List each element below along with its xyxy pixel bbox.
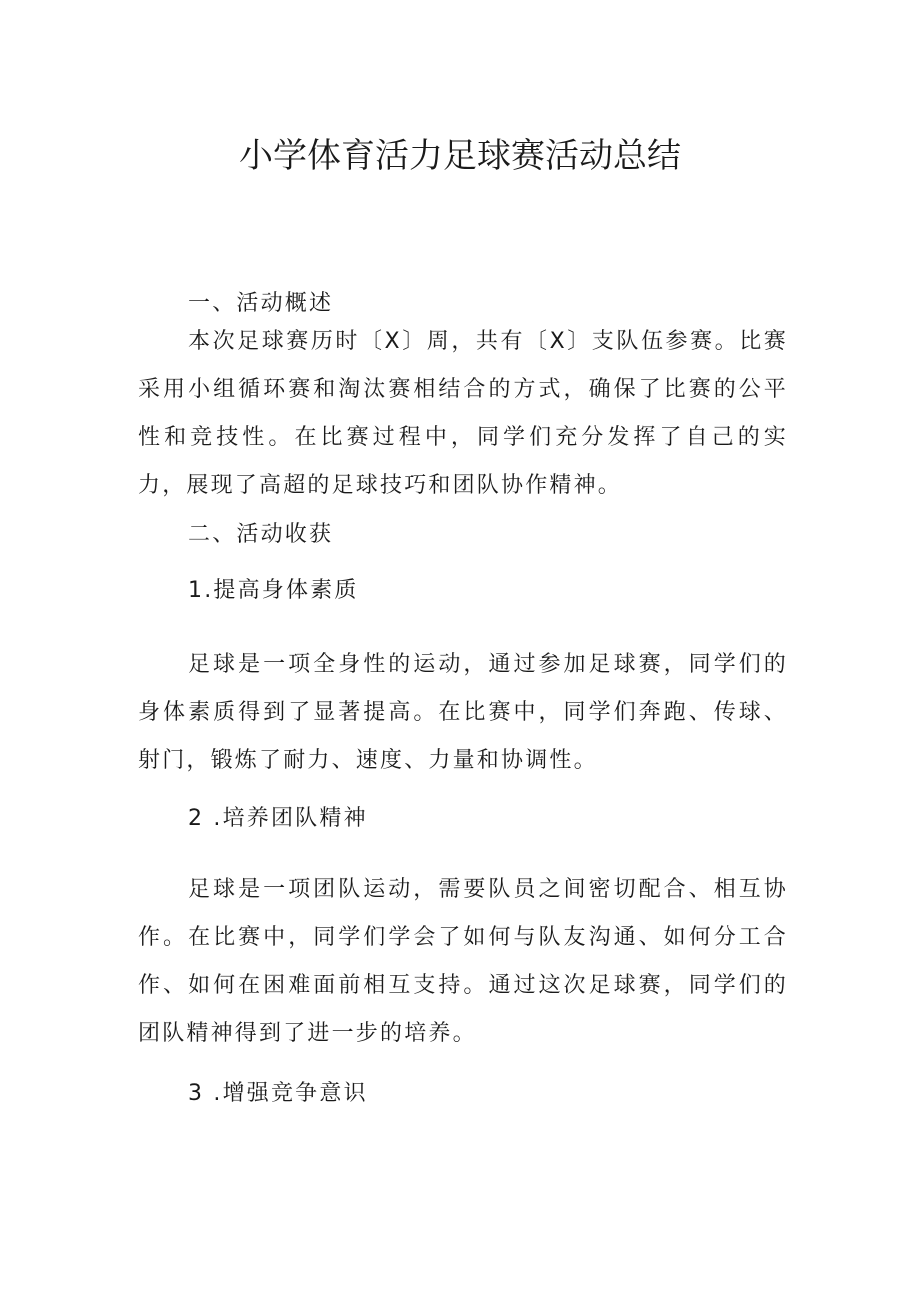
paragraph-physical-fitness: 足球是一项全身性的运动，通过参加足球赛，同学们的身体素质得到了显著提高。在比赛中，同学们奔跑、传球、射门，锻炼了耐力、速度、力量和协调性。 <box>138 652 788 773</box>
document-title: 小学体育活力足球赛活动总结 <box>239 136 681 176</box>
section-heading-overview: 一、活动概述 <box>188 291 334 316</box>
subheading-team-spirit: 2 .培养团队精神 <box>188 806 368 831</box>
paragraph-team-spirit: 足球是一项团队运动，需要队员之间密切配合、相互协作。在比赛中，同学们学会了如何与队友沟通、如何分工合作、如何在困难面前相互支持。通过这次足球赛，同学们的团队精神得到了进一步的培养。 <box>138 877 788 1046</box>
paragraph-overview: 本次足球赛历时〔X〕周，共有〔X〕支队伍参赛。比赛采用小组循环赛和淘汰赛相结合的方式，确保了比赛的公平性和竞技性。在比赛过程中，同学们充分发挥了自己的实力，展现了高超的足球技巧和团队协作精神。 <box>138 329 788 498</box>
subheading-competition: 3 .增强竞争意识 <box>188 1081 368 1106</box>
subheading-physical-fitness: 1.提高身体素质 <box>188 578 359 603</box>
section-heading-gains: 二、活动收获 <box>188 522 334 547</box>
